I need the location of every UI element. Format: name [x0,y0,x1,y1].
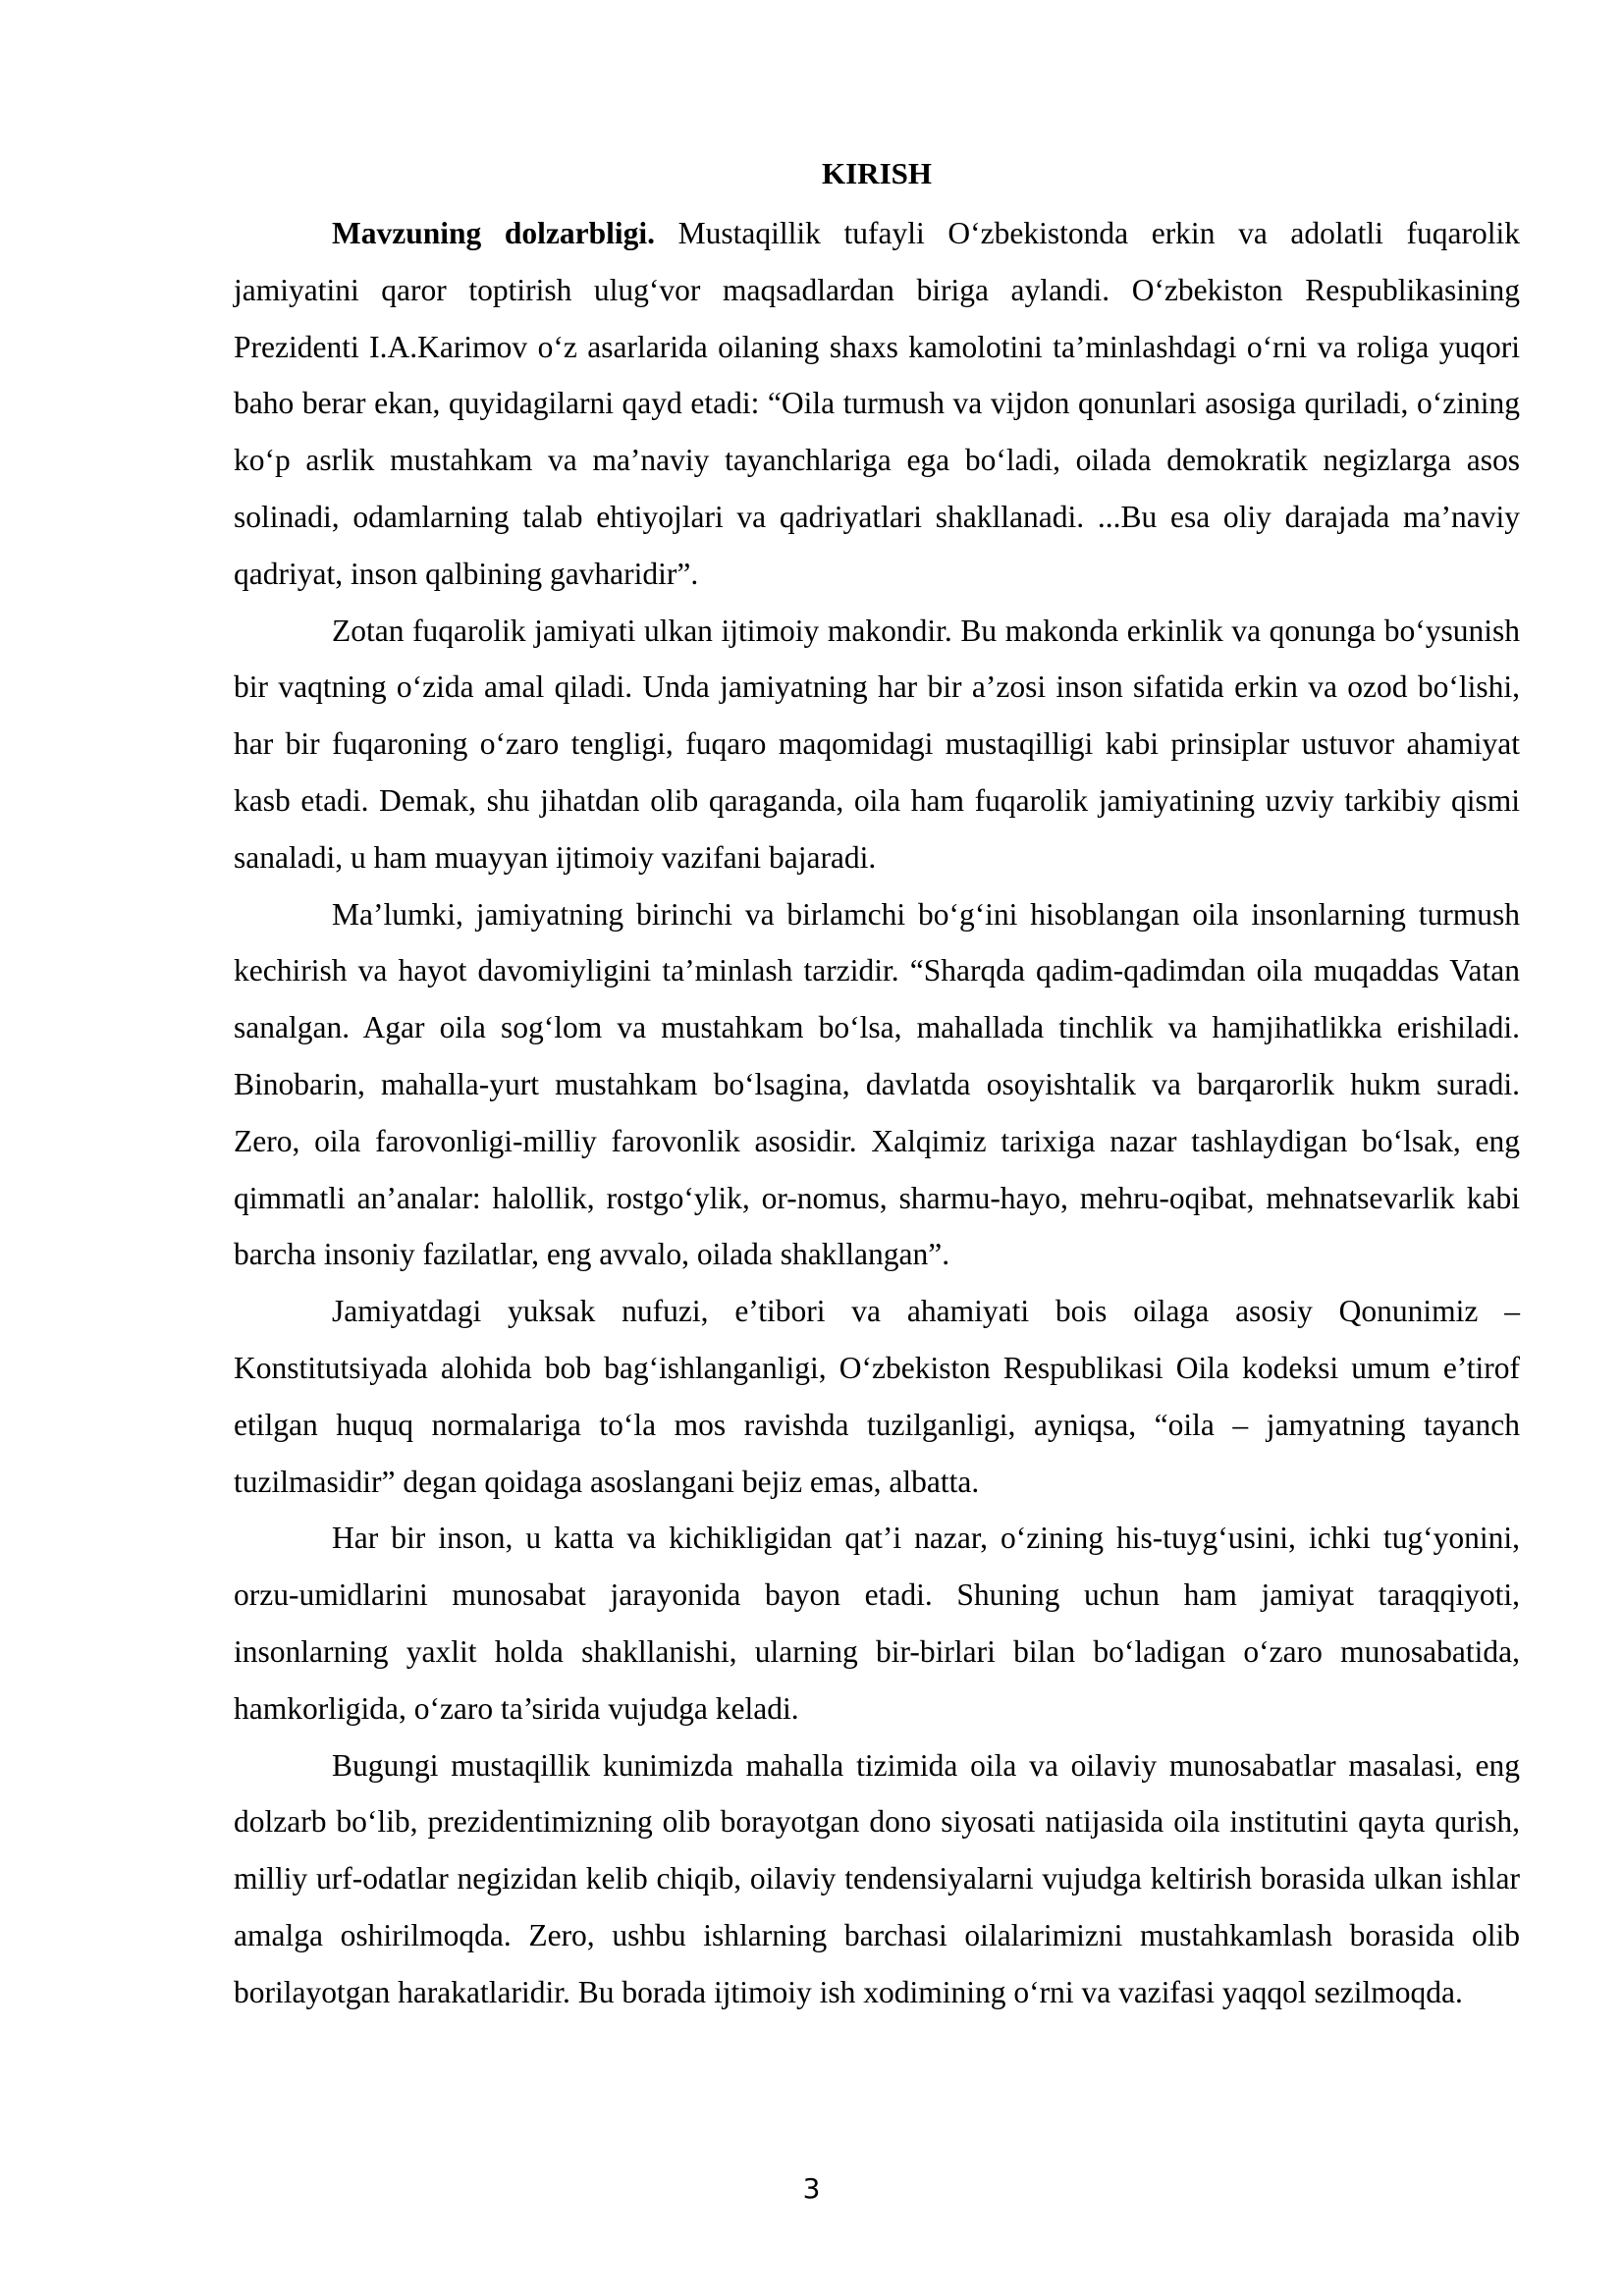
paragraph-lead: Mavzuning dolzarbligi. [332,216,656,250]
paragraph-text: Mustaqillik tufayli O‘zbekistonda erkin va adolatli fuqarolik jamiyatini qaror toptirish ulug‘vor maqsadlardan biriga aylandi. O‘zbekiston Respublikasining Prezidenti I.A.Karimov o‘z asarlarida oilaning shaxs kamolotini ta’minlashdagi o‘rni va roliga yuqori baho berar ekan, quyidagilarni qayd etadi: “Oila turmush va vijdon qonunlari asosiga quriladi, o‘zining ko‘p asrlik mustahkam va ma’naviy tayanchlariga ega bo‘ladi, oilada demokratik negizlarga asos solinadi, odamlarning talab ehtiyojlari va qadriyatlari shakllanadi. ...Bu esa oliy darajada ma’naviy qadriyat, inson qalbining gavharidir”. [234,216,1520,591]
page-number: 3 [802,2172,821,2205]
paragraph-4: Jamiyatdagi yuksak nufuzi, e’tibori va ahamiyati bois oilaga asosiy Qonunimiz – Konstitutsiyada alohida bob bag‘ishlanganligi, O‘zbekiston Respublikasi Oila kodeksi umum e’tirof etilgan huquq normalariga to‘la mos ravishda tuzilganligi, ayniqsa, “oila – jamyatning tayanch tuzilmasidir” degan qoidaga asoslangani bejiz emas, albatta. [234,1294,1520,1499]
paragraph-5: Har bir inson, u katta va kichikligidan qat’i nazar, o‘zining his-tuyg‘usini, ichki tug‘yonini, orzu-umidlarini munosabat jarayonida bayon etadi. Shuning uchun ham jamiyat taraqqiyoti, insonlarning yaxlit holda shakllanishi, ularning bir-birlari bilan bo‘ladigan o‘zaro munosabatida, hamkorligida, o‘zaro ta’sirida vujudga keladi. [234,1521,1520,1726]
paragraph-1 [234,205,1520,603]
paragraph-3: Ma’lumki, jamiyatning birinchi va birlamchi bo‘g‘ini hisoblangan oila insonlarning turmush kechirish va hayot davomiyligini ta’minlash tarzidir. “Sharqda qadim-qadimdan oila muqaddas Vatan sanalgan. Agar oila sog‘lom va mustahkam bo‘lsa, mahallada tinchlik va hamjihatlikka erishiladi. Binobarin, mahalla-yurt mustahkam bo‘lsagina, davlatda osoyishtalik va barqarorlik hukm suradi. Zero, oila farovonligi-milliy farovonlik asosidir. Xalqimiz tarixiga nazar tashlaydigan bo‘lsak, eng qimmatli an’analar: halollik, rostgo‘ylik, or-nomus, sharmu-hayo, mehru-oqibat, mehnatsevarlik kabi barcha insoniy fazilatlar, eng avvalo, oilada shakllangan”. [234,896,1520,1272]
page-title: KIRISH [822,156,932,190]
body-text [234,205,1520,2021]
paragraph-6: Bugungi mustaqillik kunimizda mahalla tizimida oila va oilaviy munosabatlar masalasi, eng dolzarb bo‘lib, prezidentimizning olib borayotgan dono siyosati natijasida oila institutini qayta qurish, milliy urf-odatlar negizidan kelib chiqib, oilaviy tendensiyalarni vujudga keltirish borasida ulkan ishlar amalga oshirilmoqda. Zero, ushbu ishlarning barchasi oilalarimizni mustahkamlash borasida olib borilayotgan harakatlaridir. Bu borada ijtimoiy ish xodimining o‘rni va vazifasi yaqqol sezilmoqda. [234,1747,1520,2009]
paragraph-2: Zotan fuqarolik jamiyati ulkan ijtimoiy makondir. Bu makonda erkinlik va qonunga bo‘ysunish bir vaqtning o‘zida amal qiladi. Unda jamiyatning har bir a’zosi inson sifatida erkin va ozod bo‘lishi, har bir fuqaroning o‘zaro tengligi, fuqaro maqomidagi mustaqilligi kabi prinsiplar ustuvor ahamiyat kasb etadi. Demak, shu jihatdan olib qaraganda, oila ham fuqarolik jamiyatining uzviy tarkibiy qismi sanaladi, u ham muayyan ijtimoiy vazifani bajaradi. [234,613,1520,875]
